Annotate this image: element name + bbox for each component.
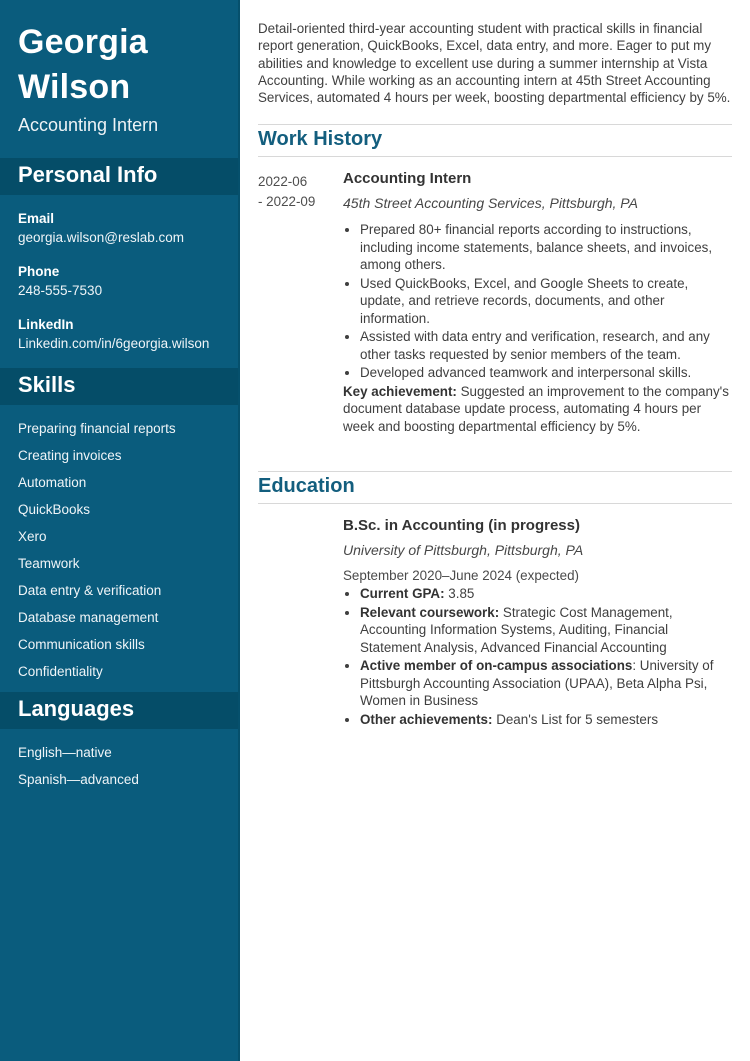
work-bullet: • Assisted with data entry and verification, research, and any other tasks requested by senior members of the team. [360, 328, 732, 363]
work-date-start: 2022-06 [258, 174, 308, 190]
skills-list [0, 405, 238, 679]
sidebar [0, 0, 240, 1061]
contact-label-linkedin: LinkedIn [18, 317, 74, 332]
contact-value-phone: 248-555-7530 [18, 283, 103, 298]
skill-item: Automation [18, 475, 87, 490]
work-bullet-list [343, 221, 732, 382]
education-bullet: • Active member of on-campus associations: University of Pittsburgh Accounting Association (UPAA), Beta Alpha Psi, Women in Business [360, 657, 732, 710]
skill-item: Confidentiality [18, 664, 103, 679]
key-achievement-label: Key achievement: [343, 383, 457, 399]
education-bullet: • Current GPA: 3.85 [360, 585, 732, 603]
skill-item: Data entry & verification [18, 583, 162, 598]
education-entry-dates [258, 517, 343, 729]
key-achievement [343, 383, 732, 436]
personal-info-heading: Personal Info [0, 158, 238, 195]
education-bullet-lead: Active member of on-campus associations [360, 658, 633, 674]
education-entry-body [343, 517, 732, 729]
candidate-job-title: Accounting Intern [18, 115, 159, 135]
contact-label-phone: Phone [18, 264, 60, 279]
education-bullet-lead: Other achievements: [360, 711, 493, 727]
work-entry-body [343, 170, 732, 435]
key-achievement-text: Suggested an improvement to the company's document database update process, automating 4 hours per week and boosting departmental efficiency by 5%. [343, 383, 729, 434]
work-entry-dates [258, 170, 343, 435]
skills-heading: Skills [0, 368, 238, 405]
education-entry [258, 517, 732, 729]
education-heading: Education [258, 471, 732, 504]
contact-item-email [18, 209, 220, 247]
professional-summary: Detail-oriented third-year accounting student with practical skills in financial report generation, QuickBooks, Excel, data entry, and more. Eager to put my abilities and knowledge to excellent use during a summer internship at Vista Accounting. While working as an accounting intern at 45th Street Accounting Services, automated 4 hours per week, boosting departmental efficiency by 5%. [258, 21, 731, 106]
language-item: English—native [18, 745, 112, 760]
education-dates: September 2020–June 2024 (expected) [343, 568, 579, 584]
education-degree: B.Sc. in Accounting (in progress) [343, 517, 580, 535]
skill-item: Database management [18, 610, 159, 625]
skill-item: Preparing financial reports [18, 421, 176, 436]
work-bullet: • Used QuickBooks, Excel, and Google Sheets to create, update, and retrieve records, documents, and other information. [360, 275, 732, 328]
education-bullet-lead: Current GPA: [360, 586, 445, 602]
work-bullet: • Developed advanced teamwork and interpersonal skills. [360, 364, 732, 382]
candidate-name: Georgia Wilson [18, 23, 148, 106]
education-school: University of Pittsburgh, Pittsburgh, PA [343, 542, 584, 559]
work-date-end: - 2022-09 [258, 194, 316, 210]
education-bullet-list [343, 585, 732, 728]
work-entry-company: 45th Street Accounting Services, Pittsburgh, PA [343, 195, 638, 212]
skill-item: Teamwork [18, 556, 80, 571]
education-bullet: • Other achievements: Dean's List for 5 semesters [360, 711, 732, 729]
work-history-heading: Work History [258, 124, 732, 157]
languages-heading: Languages [0, 692, 238, 729]
languages-list [0, 729, 238, 787]
work-entry-title: Accounting Intern [343, 170, 472, 188]
language-item: Spanish—advanced [18, 772, 139, 787]
work-bullet: • Prepared 80+ financial reports according to instructions, including income statements, balance sheets, and invoices, among others. [360, 221, 732, 274]
contact-list [0, 195, 238, 353]
education-bullet: • Relevant coursework: Strategic Cost Management, Accounting Information Systems, Auditing, Financial Statement Analysis, Advanced Financial Accounting [360, 604, 732, 657]
skill-item: Creating invoices [18, 448, 122, 463]
main-content [240, 0, 750, 1061]
skill-item: QuickBooks [18, 502, 91, 517]
contact-value-email: georgia.wilson@reslab.com [18, 230, 185, 245]
education-bullet-lead: Relevant coursework: [360, 604, 500, 620]
contact-label-email: Email [18, 211, 55, 226]
skill-item: Xero [18, 529, 47, 544]
skill-item: Communication skills [18, 637, 145, 652]
contact-value-linkedin: Linkedin.com/in/6georgia.wilson [18, 336, 210, 351]
work-entry [258, 170, 732, 435]
contact-item-phone [18, 262, 220, 300]
contact-item-linkedin [18, 315, 220, 353]
